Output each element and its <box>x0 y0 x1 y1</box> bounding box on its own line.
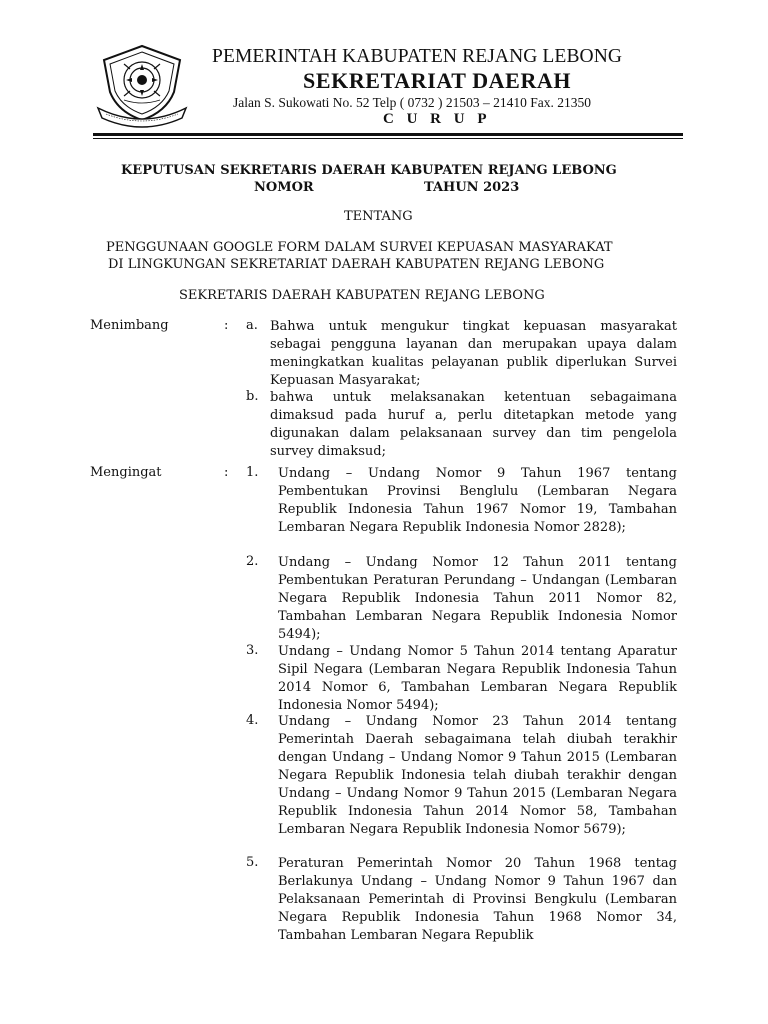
letterhead-rule-thin <box>93 138 683 139</box>
letterhead-rule-thick <box>93 133 683 136</box>
mengingat-text-5: Peraturan Pemerintah Nomor 20 Tahun 1968 tentag Berlakunya Undang – Undang Nomor 9 Tahun 1967 dan Pelaksanaan Pemerintah di Provinsi Bengkulu (Lembaran Negara Republik Indonesia Tahun 1968 Nomor 34, Tambahan Lembaran Negara Republik <box>278 856 677 943</box>
mengingat-text-1: Undang – Undang Nomor 9 Tahun 1967 tentang Pembentukan Provinsi Benglulu (Lembaran Negara Republik Indonesia Tahun 1967 Nomor 19, Tambahan Lembaran Negara Republik Indonesia Nomor 2828); <box>278 466 677 535</box>
government-name: PEMERINTAH KABUPATEN REJANG LEBONG <box>212 46 623 67</box>
mengingat-marker-1: 1. <box>246 465 259 480</box>
decree-number-label: NOMOR <box>254 180 314 195</box>
mengingat-marker-2: 2. <box>246 554 259 569</box>
menimbang-marker-b: b. <box>246 389 259 404</box>
mengingat-text-3: Undang – Undang Nomor 5 Tahun 2014 tentang Aparatur Sipil Negara (Lembaran Negara Republik Indonesia Tahun 2014 Nomor 6, Tambahan Lembaran Negara Republik Indonesia Nomor 5494); <box>278 644 677 713</box>
subject-line-2: DI LINGKUNGAN SEKRETARIAT DAERAH KABUPATEN REJANG LEBONG <box>108 257 605 272</box>
decree-year: TAHUN 2023 <box>424 180 520 195</box>
subject-line-1: PENGGUNAAN GOOGLE FORM DALAM SURVEI KEPUASAN MASYARAKAT <box>106 240 613 255</box>
menimbang-colon: : <box>224 318 229 333</box>
office-city: C U R U P <box>383 111 491 127</box>
menimbang-label: Menimbang <box>90 318 169 333</box>
mengingat-text-2: Undang – Undang Nomor 12 Tahun 2011 tentang Pembentukan Peraturan Perundang – Undangan (Lembaran Negara Republik Indonesia Tahun 2011 Nomor 82, Tambahan Lembaran Negara Republik Indonesia Nomor 5494); <box>278 555 677 642</box>
mengingat-marker-3: 3. <box>246 643 259 658</box>
menimbang-marker-a: a. <box>246 318 258 333</box>
menimbang-text-b: bahwa untuk melaksanakan ketentuan sebagaimana dimaksud pada huruf a, perlu ditetapkan metode yang digunakan dalam pelaksanaan survey dan tim pengelola survey dimaksud; <box>270 390 677 459</box>
issuer-line: SEKRETARIS DAERAH KABUPATEN REJANG LEBONG <box>179 288 545 303</box>
mengingat-label: Mengingat <box>90 465 162 480</box>
mengingat-marker-5: 5. <box>246 855 259 870</box>
decree-title: KEPUTUSAN SEKRETARIS DAERAH KABUPATEN REJANG LEBONG <box>121 163 617 178</box>
menimbang-text-a: Bahwa untuk mengukur tingkat kepuasan masyarakat sebagai pengguna layanan dan merupakan upaya dalam meningkatkan kualitas pelayanan publik diperlukan Survei Kepuasan Masyarakat; <box>270 319 677 388</box>
mengingat-text-4: Undang – Undang Nomor 23 Tahun 2014 tentang Pemerintah Daerah sebagaimana telah diubah terakhir dengan Undang – Undang Nomor 9 Tahun 2015 (Lembaran Negara Republik Indonesia telah diubah terakhir dengan Undang – Undang Nomor 9 Tahun 2015 (Lembaran Negara Republik Indonesia Tahun 2014 Nomor 58, Tambahan Lembaran Negara Republik Indonesia Nomor 5679); <box>278 714 677 837</box>
about-label: TENTANG <box>344 209 413 224</box>
office-address: Jalan S. Sukowati No. 52 Telp ( 0732 ) 21503 – 21410 Fax. 21350 <box>233 95 592 110</box>
mengingat-colon: : <box>224 465 229 480</box>
office-name: SEKRETARIAT DAERAH <box>303 68 572 93</box>
mengingat-marker-4: 4. <box>246 713 259 728</box>
regency-emblem <box>94 42 190 128</box>
